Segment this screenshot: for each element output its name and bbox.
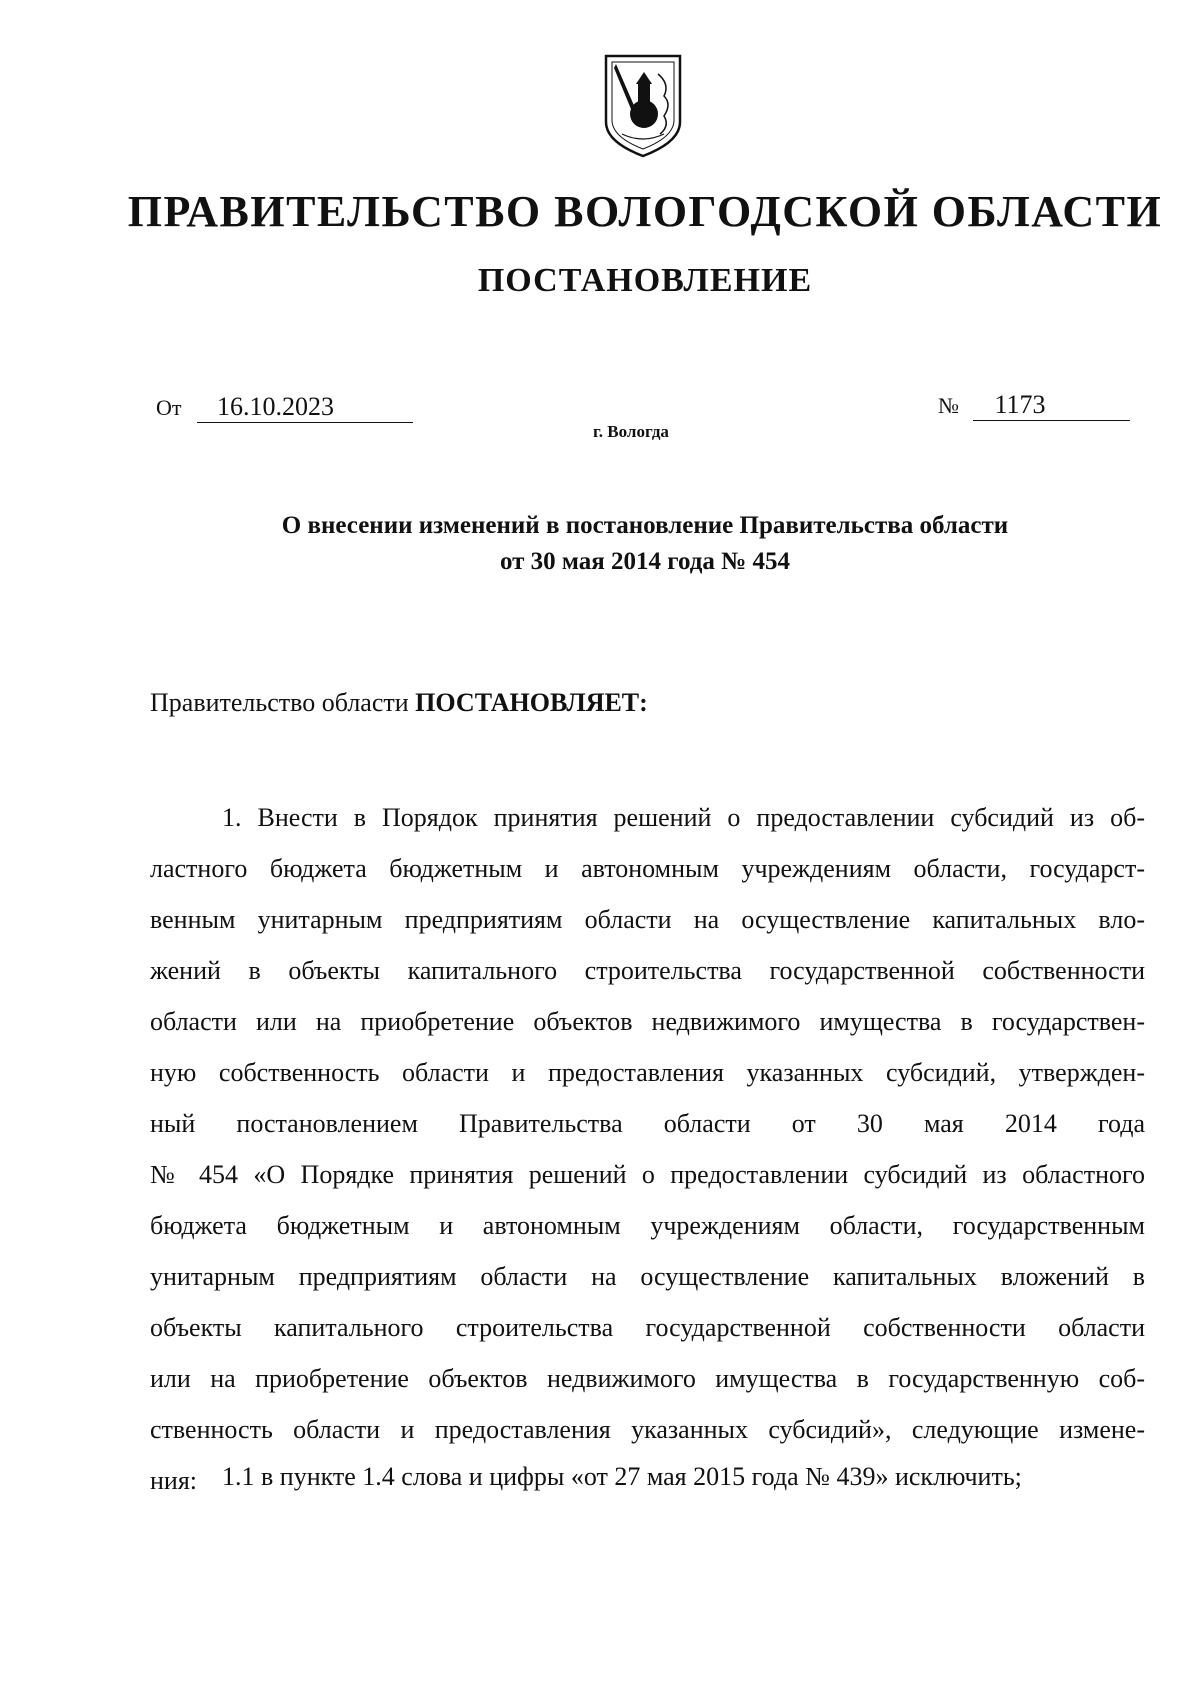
preamble [150, 688, 648, 718]
document-subject [0, 508, 1200, 580]
paragraph-line: ния: [150, 1466, 198, 1495]
paragraph-line: жений в объекты капитального строительства государственной собственности [150, 956, 1145, 985]
paragraph-line: бюджета бюджетным и автономным учреждениям области, государственным [150, 1211, 1145, 1240]
date-prefix: От [156, 395, 182, 420]
date-field [156, 392, 413, 423]
paragraph-line: № 454 «О Порядке принятия решений о предоставлении субсидий из областного [150, 1160, 1145, 1189]
subject-line-2: от 30 мая 2014 года № 454 [499, 548, 791, 575]
document-date: 16.10.2023 [197, 392, 413, 423]
subject-line-1: О внесении изменений в постановление Правительства области [281, 512, 1009, 539]
paragraph-line: ственность области и предоставления указанных субсидий», следующие измене- [150, 1415, 1145, 1444]
paragraph-line: венным унитарным предприятиям области на осуществление капитальных вло- [150, 905, 1145, 934]
document-number: 1173 [973, 390, 1130, 421]
organization-title: ПРАВИТЕЛЬСТВО ВОЛОГОДСКОЙ ОБЛАСТИ [127, 187, 1163, 236]
coat-of-arms-emblem [598, 44, 688, 164]
paragraph-1 [150, 792, 1145, 1506]
paragraph-line: ластного бюджета бюджетным и автономным учреждениям области, государст- [150, 854, 1145, 883]
paragraph-line: 1. Внести в Порядок принятия решений о предоставлении субсидий из об- [222, 803, 1145, 832]
preamble-text: Правительство области [150, 688, 416, 717]
paragraph-line: или на приобретение объектов недвижимого имущества в государственную соб- [150, 1364, 1145, 1393]
paragraph-line: ную собственность области и предоставления указанных субсидий, утвержден- [150, 1058, 1145, 1087]
paragraph-line: объекты капитального строительства государственной собственности области [150, 1313, 1145, 1342]
paragraph-line: унитарным предприятиям области на осуществление капитальных вложений в [150, 1262, 1145, 1291]
document-type-title: ПОСТАНОВЛЕНИЕ [477, 262, 813, 299]
number-field [938, 390, 1130, 421]
number-prefix: № [938, 393, 959, 418]
paragraph-line: ный постановлением Правительства области от 30 мая 2014 года [150, 1109, 1145, 1138]
city-label: г. Вологда [593, 422, 669, 441]
preamble-bold: ПОСТАНОВЛЯЕТ: [415, 688, 648, 717]
paragraph-line: области или на приобретение объектов недвижимого имущества в государствен- [150, 1007, 1145, 1036]
item-1-1: 1.1 в пункте 1.4 слова и цифры «от 27 мая 2015 года № 439» исключить; [222, 1462, 1022, 1491]
